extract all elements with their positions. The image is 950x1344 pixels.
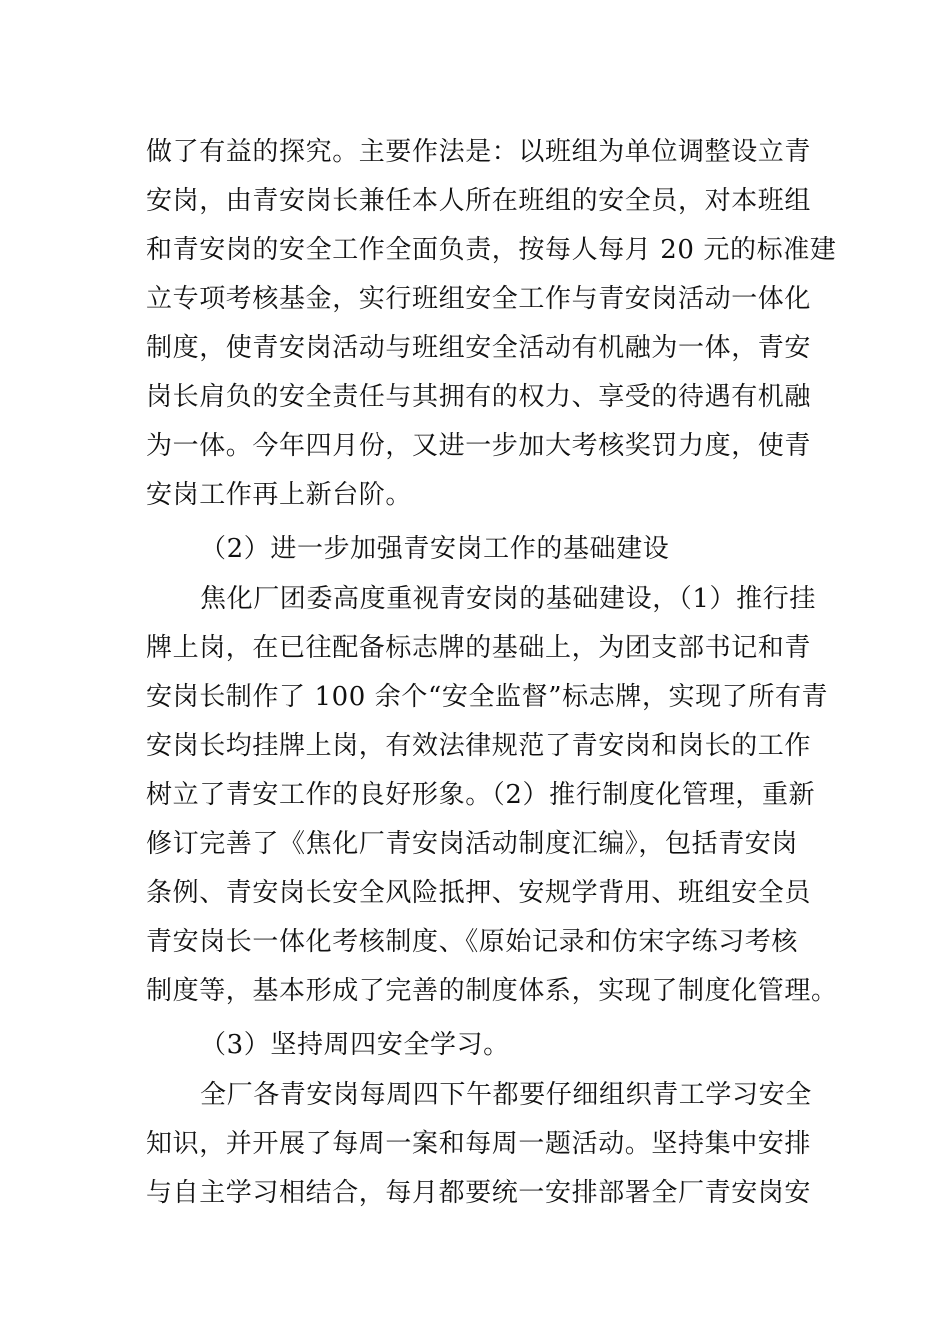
text-line: 知识，并开展了每周一案和每周一题活动。坚持集中安排 [146,1129,812,1159]
paragraph-first-line: 焦化厂团委高度重视青安岗的基础建设，（1）推行挂 [200,584,816,614]
text-line: 制度等，基本形成了完善的制度体系，实现了制度化管理。 [146,976,838,1006]
text-line: 安岗工作再上新台阶。 [146,480,413,510]
section-heading: （2）进一步加强青安岗工作的基础建设 [200,534,670,564]
text-line: 做了有益的探究。主要作法是：以班组为单位调整设立青 [146,137,812,167]
text-line: 制度，使青安岗活动与班组安全活动有机融为一体，青安 [146,333,812,363]
text-line: 为一体。今年四月份，又进一步加大考核奖罚力度，使青 [146,431,812,461]
text-line: 立专项考核基金，实行班组安全工作与青安岗活动一体化 [146,284,812,314]
text-line: 安岗，由青安岗长兼任本人所在班组的安全员，对本班组 [146,186,812,216]
text-line: 牌上岗，在已往配备标志牌的基础上，为团支部书记和青 [146,633,812,663]
text-line: 岗长肩负的安全责任与其拥有的权力、享受的待遇有机融 [146,382,812,412]
section-heading: （3）坚持周四安全学习。 [200,1030,510,1060]
text-line: 条例、青安岗长安全风险抵押、安规学背用、班组安全员 [146,878,812,908]
text-line: 安岗长均挂牌上岗，有效法律规范了青安岗和岗长的工作 [146,731,812,761]
paragraph-first-line: 全厂各青安岗每周四下午都要仔细组织青工学习安全 [200,1080,812,1110]
text-line: 修订完善了《焦化厂青安岗活动制度汇编》，包括青安岗 [146,829,799,859]
text-line: 安岗长制作了 100 余个“安全监督”标志牌，实现了所有青 [146,682,829,712]
text-line: 与自主学习相结合，每月都要统一安排部署全厂青安岗安 [146,1178,812,1208]
text-line: 青安岗长一体化考核制度、《原始记录和仿宋字练习考核 [146,927,799,957]
text-line: 树立了青安工作的良好形象。（2）推行制度化管理，重新 [146,780,816,810]
text-line: 和青安岗的安全工作全面负责，按每人每月 20 元的标准建 [146,235,837,265]
